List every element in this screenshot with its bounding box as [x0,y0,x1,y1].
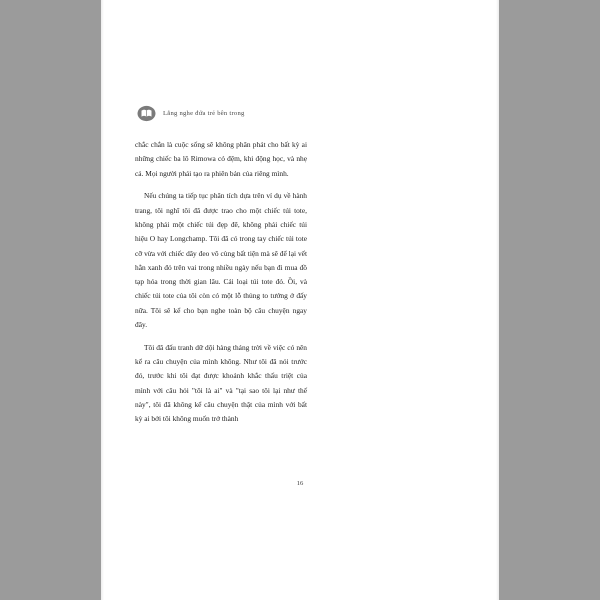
page-content [101,0,499,600]
body-text [135,138,307,435]
page-number: 16 [296,480,304,487]
running-head-title: Lắng nghe đứa trẻ bên trong [163,109,245,117]
paragraph: chắc chắn là cuộc sống sẽ không phân phát cho bất kỳ ai những chiếc ba lô Rimowa có đệm, khi động học, và nhẹ cả. Mọi người phải tạo ra phiên bản của riêng mình. [135,140,307,178]
book-emblem-icon [137,105,156,122]
paragraph: Nếu chúng ta tiếp tục phân tích dựa trên ví dụ về hành trang, tôi nghĩ tôi đã được trao cho một chiếc túi tote, không phải một chiếc túi đẹp đẽ, không phải chiếc túi hiệu O hay Longchamp. Tôi đã có trong tay chiếc túi tote cỡ vừa với chiếc dây đeo vô cùng bất tiện mà sẽ để lại vết hằn xanh đỏ trên vai trong nhiều ngày nếu bạn đi mua đồ tạp hóa trong thời gian lâu. Cái loại túi tote đó. Ồi, và chiếc túi tote của tôi còn có một lỗ thủng to tướng ở đấy nữa. Tôi sẽ kể cho bạn nghe toàn bộ câu chuyện ngay đây. [135,191,307,330]
book-page [101,0,499,600]
running-head [137,104,245,122]
paragraph: Tôi đã đấu tranh dữ dội hàng tháng trời về việc có nên kể ra câu chuyện của mình không. Như tôi đã nói trước đó, trước khi tôi đạt được khoảnh khắc thấu triệt của mình với câu hỏi "tôi là ai" và "tại sao tôi lại như thế này", tôi đã không kể câu chuyện thật của mình với bất kỳ ai bởi tôi không muốn trở thành [135,342,307,424]
